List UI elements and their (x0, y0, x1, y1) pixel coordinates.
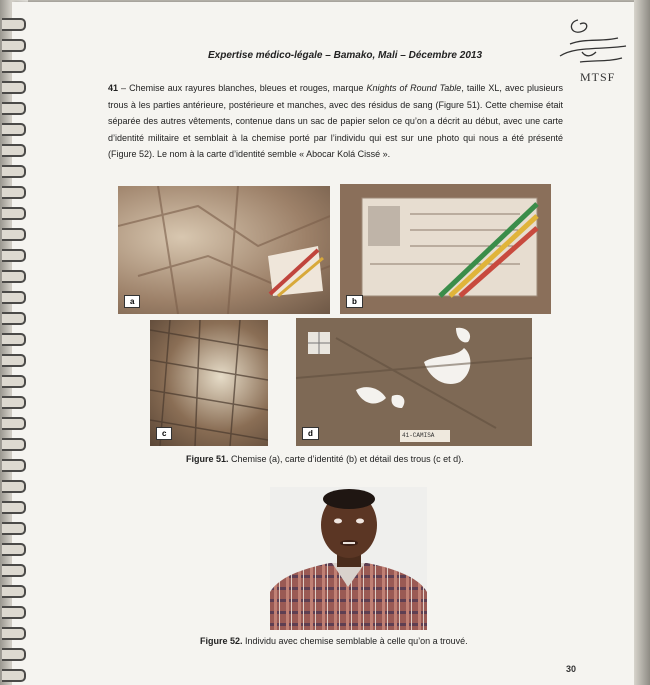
binding-ring (2, 102, 26, 115)
binding-ring (2, 207, 26, 220)
figure-51-photo-d (296, 318, 532, 446)
page-number: 30 (566, 664, 577, 674)
binding-ring (2, 228, 26, 241)
binding-ring (2, 312, 26, 325)
figure-51-photo-c (150, 320, 268, 446)
binding-ring (2, 270, 26, 283)
binding-ring (2, 627, 26, 640)
evidence-tag: 41-CAMISA (402, 432, 435, 439)
binding-ring (2, 438, 26, 451)
binding-ring (2, 60, 26, 73)
panel-label: c (156, 427, 172, 440)
binding-ring (2, 459, 26, 472)
binding-ring (2, 669, 26, 682)
binding-ring (2, 585, 26, 598)
binding-ring (2, 543, 26, 556)
figure-52-caption-label: Figure 52. (200, 636, 243, 646)
binding-ring (2, 354, 26, 367)
paragraph-41 (108, 80, 563, 163)
binding-ring (2, 165, 26, 178)
binding-ring (2, 522, 26, 535)
binding-ring (2, 564, 26, 577)
figure-51-caption (186, 454, 464, 464)
page-header: Expertise médico-légale – Bamako, Mali – Décembre 2013 (207, 50, 483, 61)
figure-52-caption (200, 636, 468, 646)
figure-51-caption-label: Figure 51. (186, 454, 229, 464)
binding-ring (2, 396, 26, 409)
binding-ring (2, 648, 26, 661)
binding-ring (2, 81, 26, 94)
figure-51-photo-b (340, 184, 551, 314)
binding-ring (2, 144, 26, 157)
shirt-brand: Knights of Round Table (366, 83, 462, 93)
figure-51-photo-a (118, 186, 330, 314)
binding-ring (2, 501, 26, 514)
binding-ring (2, 333, 26, 346)
figure-52-caption-text: Individu avec chemise semblable à celle qu’on a trouvé. (242, 636, 468, 646)
binding-ring (2, 291, 26, 304)
handwritten-annotation: MTSF (580, 70, 616, 84)
page-edge (634, 0, 650, 685)
binding-ring (2, 123, 26, 136)
binding-ring (2, 606, 26, 619)
paragraph-text-2: , taille XL, avec plusieurs trous à les parties antérieure, postérieure et manches, avec des résidus de sang (Figure 51). Cette chemise était séparée des autres vêtements, contenue dans un sac de papier selon ce qu’on a décrit au début, avec une carte d’identité militaire et semblait à la chemise porté par l’individu qui est sur une photo qui nous a été présenté (Figure 52). Le nom à la carte d’identité semble « Abocar Kolá Cissé ». (108, 83, 564, 159)
panel-label: b (346, 295, 363, 308)
paragraph-number: 41 (108, 83, 119, 93)
binding-ring (2, 186, 26, 199)
binding-ring (2, 39, 26, 52)
figure-51-caption-text: Chemise (a), carte d’identité (b) et détail des trous (c et d). (228, 454, 464, 464)
binding-ring (2, 417, 26, 430)
paragraph-text-1: – Chemise aux rayures blanches, bleues et rouges, marque (118, 83, 367, 93)
panel-label: a (124, 295, 140, 308)
binding-ring (2, 375, 26, 388)
binding-ring (2, 480, 26, 493)
binding-ring (2, 18, 26, 31)
binding-ring (2, 249, 26, 262)
panel-label: d (302, 427, 319, 440)
figure-52-portrait (270, 487, 427, 630)
